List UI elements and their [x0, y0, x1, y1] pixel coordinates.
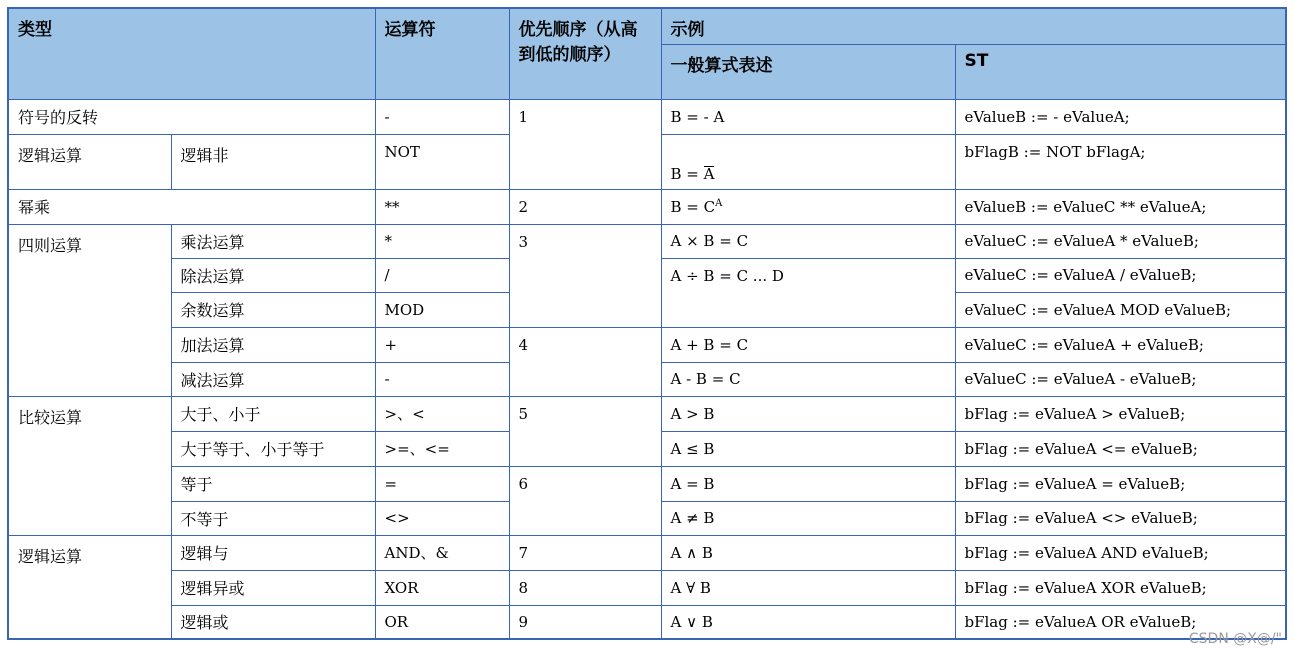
subtype-cell: 乘法运算 [171, 224, 375, 258]
operator-table-container [7, 7, 1285, 644]
expr-cell: A > B [661, 396, 955, 431]
table-row [8, 605, 1286, 639]
subtype-cell: 不等于 [171, 501, 375, 535]
operator-cell: ** [375, 189, 509, 224]
expr-cell: A - B = C [661, 362, 955, 396]
table-row [8, 189, 1286, 224]
priority-cell: 7 [509, 535, 661, 570]
operator-cell: AND、& [375, 535, 509, 570]
priority-cell: 1 [509, 99, 661, 189]
group-cell: 逻辑运算 [8, 535, 171, 639]
subtype-cell: 逻辑与 [171, 535, 375, 570]
operator-table [7, 7, 1287, 640]
st-cell: bFlag := eValueA XOR eValueB; [955, 570, 1286, 605]
subtype-cell: 加法运算 [171, 327, 375, 362]
header-priority: 优先顺序（从高到低的顺序） [509, 8, 661, 99]
header-row-1 [8, 8, 1286, 44]
expr-cell: A ∀ B [661, 570, 955, 605]
st-cell: eValueC := eValueA + eValueB; [955, 327, 1286, 362]
expr-cell [661, 189, 955, 224]
subtype-cell: 大于等于、小于等于 [171, 431, 375, 466]
st-cell: eValueB := - eValueA; [955, 99, 1286, 134]
priority-cell: 3 [509, 224, 661, 327]
subtype-cell: 大于、小于 [171, 396, 375, 431]
operator-cell: / [375, 258, 509, 292]
table-row [8, 99, 1286, 134]
expr-cell: A × B = C [661, 224, 955, 258]
priority-cell: 2 [509, 189, 661, 224]
header-operator: 运算符 [375, 8, 509, 99]
operator-cell: NOT [375, 134, 509, 189]
subtype-cell: 逻辑非 [171, 134, 375, 189]
expr-cell: A ≠ B [661, 501, 955, 535]
group-cell: 逻辑运算 [8, 134, 171, 189]
expr-cell: A = B [661, 466, 955, 501]
subtype-cell: 等于 [171, 466, 375, 501]
operator-cell: <> [375, 501, 509, 535]
group-cell: 比较运算 [8, 396, 171, 535]
operator-cell: - [375, 99, 509, 134]
st-cell: bFlagB := NOT bFlagA; [955, 134, 1286, 189]
expr-cell: A + B = C [661, 327, 955, 362]
header-st: ST [955, 44, 1286, 99]
operator-cell: OR [375, 605, 509, 639]
table-row [8, 224, 1286, 258]
subtype-cell: 减法运算 [171, 362, 375, 396]
expr-cell: A ÷ B = C ... D [661, 258, 955, 327]
st-cell: bFlag := eValueA AND eValueB; [955, 535, 1286, 570]
operator-cell: - [375, 362, 509, 396]
operator-cell: = [375, 466, 509, 501]
expr-overbar: A [703, 164, 715, 183]
type-cell: 符号的反转 [8, 99, 375, 134]
operator-cell: >=、<= [375, 431, 509, 466]
expr-cell: B = - A [661, 99, 955, 134]
table-row [8, 535, 1286, 570]
subtype-cell: 逻辑异或 [171, 570, 375, 605]
expr-sup: A [715, 197, 723, 209]
st-cell: bFlag := eValueA = eValueB; [955, 466, 1286, 501]
expr-cell [661, 134, 955, 189]
st-cell: bFlag := eValueA > eValueB; [955, 396, 1286, 431]
operator-cell: * [375, 224, 509, 258]
subtype-cell: 除法运算 [171, 258, 375, 292]
st-cell: eValueC := eValueA - eValueB; [955, 362, 1286, 396]
table-row [8, 327, 1286, 362]
subtype-cell: 逻辑或 [171, 605, 375, 639]
operator-cell: + [375, 327, 509, 362]
operator-cell: MOD [375, 292, 509, 327]
type-cell: 幂乘 [8, 189, 375, 224]
table-row [8, 466, 1286, 501]
expr-cell: A ∧ B [661, 535, 955, 570]
header-general-expr: 一般算式表述 [661, 44, 955, 99]
st-cell: eValueC := eValueA MOD eValueB; [955, 292, 1286, 327]
st-cell: eValueC := eValueA / eValueB; [955, 258, 1286, 292]
priority-cell: 6 [509, 466, 661, 535]
expr-left: B = [670, 164, 704, 183]
watermark: CSDN @X@/" [1188, 631, 1282, 647]
table-row [8, 396, 1286, 431]
expr-cell: A ≤ B [661, 431, 955, 466]
header-type: 类型 [8, 8, 375, 99]
group-cell: 四则运算 [8, 224, 171, 396]
priority-cell: 8 [509, 570, 661, 605]
priority-cell: 4 [509, 327, 661, 396]
priority-cell: 5 [509, 396, 661, 466]
st-cell: eValueB := eValueC ** eValueA; [955, 189, 1286, 224]
header-example: 示例 [661, 8, 1286, 44]
st-cell: bFlag := eValueA <= eValueB; [955, 431, 1286, 466]
st-cell: eValueC := eValueA * eValueB; [955, 224, 1286, 258]
priority-cell: 9 [509, 605, 661, 639]
operator-cell: XOR [375, 570, 509, 605]
expr-cell: A ∨ B [661, 605, 955, 639]
operator-cell: >、< [375, 396, 509, 431]
st-cell: bFlag := eValueA <> eValueB; [955, 501, 1286, 535]
table-row [8, 570, 1286, 605]
expr-base: B = C [670, 197, 716, 216]
st-cell: bFlag := eValueA OR eValueB; [955, 605, 1286, 639]
subtype-cell: 余数运算 [171, 292, 375, 327]
